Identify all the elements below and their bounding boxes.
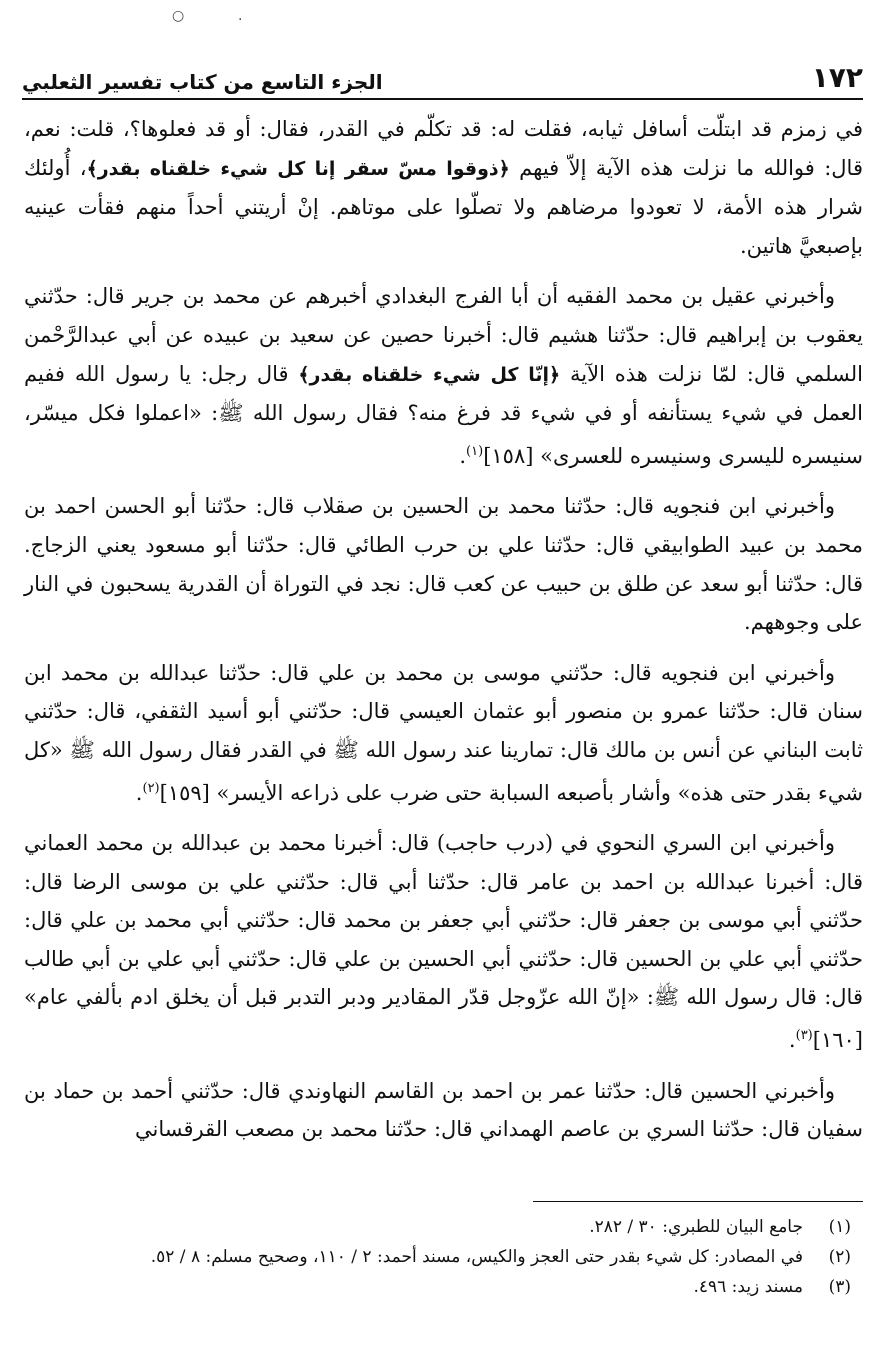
footnote	[40, 1242, 851, 1272]
text-segment: .	[135, 780, 143, 805]
scan-speck: ·	[238, 12, 243, 28]
text-segment: وأخبرني ابن فنجويه قال: حدّثنا محمد بن الحسين بن صقلاب قال: حدّثنا أبو الحسن احمد بن محمد بن عبيد الطوابيقي قال: حدّثنا علي بن حرب الطائي قال: حدّثنا أبو مسعود يعني الزجاج. قال: حدّثنا أبو سعد عن طلق بن حبيب عن كعب قال: نجد في التوراة أن القدرية يسحبون في النار على وجوههم.	[24, 494, 863, 635]
page-number: ١٧٢	[811, 61, 863, 94]
text-segment: في زمزم قد ابتلّت أسافل ثيابه، فقلت له: قد تكلّم في القدر، فقال: أو قد فعلوها؟، قلت: نعم، قال: فوالله ما نزلت هذه الآية إلاّ فيهم	[24, 117, 863, 180]
paragraph	[24, 1072, 863, 1149]
footnote-text: مسند زيد: ٤٩٦.	[693, 1277, 803, 1297]
text-segment: قال رجل: يا رسول الله ففيم العمل في شيء يستأنفه أو في شيء قد فرغ منه؟ فقال رسول الله ﷺ: «اعملوا فكل ميسّر، سنيسره لليسرى وسنيسره للعسرى» [١٥٨]	[24, 361, 863, 468]
text-segment: وأخبرني ابن فنجويه قال: حدّثني موسى بن محمد بن علي قال: حدّثنا عبدالله بن محمد ابن سنان قال: حدّثنا عمرو بن منصور أبو عثمان العيسي قال: حدّثني أبو أسيد الثقفي، قال: حدّثني ثابت البناني عن أنس بن مالك قال: تمارينا عند رسول الله ﷺ في القدر فقال رسول الله ﷺ «كل شيء بقدر حتى هذه» وأشار بأصبعه السبابة حتى ضرب على ذراعه الأيسر» [١٥٩]	[24, 660, 863, 805]
running-title: الجزء التاسع من كتاب تفسير الثعلبي	[22, 70, 383, 94]
quran-verse: ﴿ذوقوا مسّ سقر إنا كل شيء خلقناه بقدر﴾	[86, 157, 510, 180]
paragraph	[24, 487, 863, 641]
footnote-ref: (٢)	[142, 780, 160, 796]
footnotes	[40, 1212, 851, 1302]
footnote-ref: (٣)	[795, 1028, 813, 1044]
footnote	[40, 1272, 851, 1302]
scan-speck: ○	[172, 8, 185, 24]
paragraph	[24, 654, 863, 812]
text-segment: .	[788, 1028, 796, 1053]
footnote-number: (١)	[828, 1217, 851, 1237]
text-segment: وأخبرني عقيل بن محمد الفقيه أن أبا الفرج البغدادي أخبرهم عن محمد بن جرير قال: حدّثني يعقوب بن إبراهيم قال: حدّثنا هشيم قال: أخبرنا حصين عن سعيد بن عبيده عن أبي عبدالرَّحْمن السلمي قال: لمّا نزلت هذه الآية	[24, 284, 863, 386]
footnote-ref: (١)	[466, 443, 484, 459]
main-text	[24, 110, 863, 1161]
paragraph	[24, 277, 863, 475]
footnote-number: (٢)	[828, 1247, 851, 1267]
footnote-number: (٣)	[828, 1277, 851, 1297]
text-segment: وأخبرني ابن السري النحوي في (درب حاجب) قال: أخبرنا محمد بن عبدالله بن محمد العماني قال: أخبرنا عبدالله بن احمد بن عامر قال: حدّثنا أبي قال: حدّثني علي بن موسى الرضا قال: حدّثني أبي موسى بن جعفر قال: حدّثني أبي جعفر بن محمد قال: حدّثني أبي محمد بن علي قال: حدّثني أبي علي بن الحسين قال: حدّثني أبي الحسين بن علي قال: حدّثني أبي علي بن أبي طالب قال: قال رسول الله ﷺ: «إنّ الله عزّوجل قدّر المقادير ودبر التدبر قبل أن يخلق ادم بألفي عام» [١٦٠]	[24, 831, 863, 1053]
footnote-text: جامع البيان للطبري: ٣٠ / ٢٨٢.	[589, 1217, 803, 1237]
quran-verse: ﴿إنّا كل شيء خلقناه بقدر﴾	[298, 363, 561, 386]
paragraph	[24, 110, 863, 265]
page-header	[22, 52, 863, 100]
text-segment: .	[459, 443, 467, 468]
footnote	[40, 1212, 851, 1242]
text-segment: وأخبرني الحسين قال: حدّثنا عمر بن احمد بن القاسم النهاوندي قال: حدّثني أحمد بن حماد بن سفيان قال: حدّثنا السري بن عاصم الهمداني قال: حدّثنا محمد بن مصعب القرقساني	[24, 1078, 863, 1142]
paragraph	[24, 824, 863, 1060]
footnote-divider	[533, 1201, 863, 1202]
text-segment: ، أُولئك شرار هذه الأمة، لا تعودوا مرضاهم ولا تصلّوا على موتاهم. إنْ أريتني أحداً منهم فقأت عينيه بإصبعيَّ هاتين.	[24, 155, 863, 258]
footnote-text: في المصادر: كل شيء بقدر حتى العجز والكيس، مسند أحمد: ٢ / ١١٠، وصحيح مسلم: ٨ / ٥٢.	[150, 1247, 803, 1267]
